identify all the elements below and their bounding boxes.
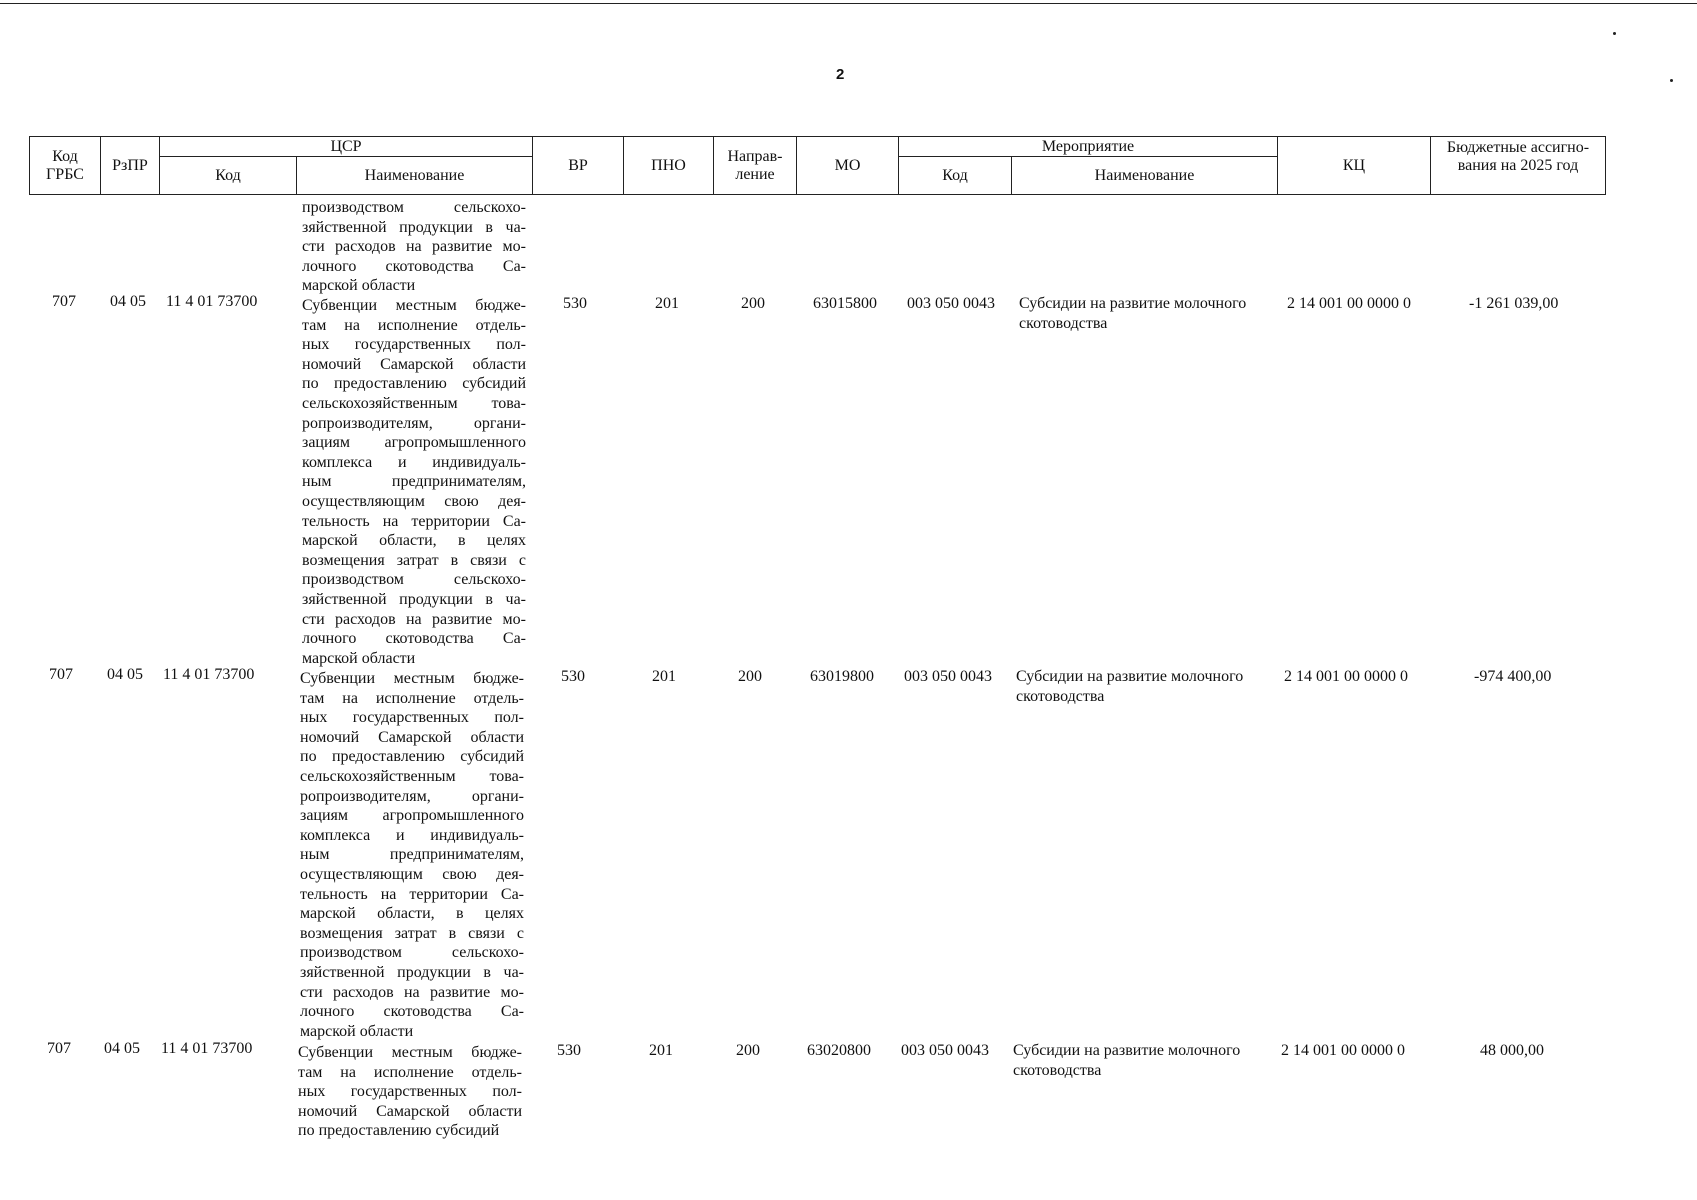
desc-line: марской области, в целях [300,905,524,923]
desc-line: там на исполнение отдель- [300,689,524,707]
desc-line: комплекса и индивидуаль- [302,453,526,471]
desc-line: Субвенции местным бюдже- [300,670,524,687]
cell-mer-name: Субсидии на развитие молочного скотоводства [1019,295,1247,332]
desc-line: осуществляющим свою дея- [300,865,524,883]
cell-csr-name [298,1043,522,1141]
desc-line: ных государственных пол- [298,1083,522,1101]
cell-mer-code: 003 050 0043 [904,668,992,685]
cell-vr: 530 [557,1042,581,1059]
cell-amount: -974 400,00 [1474,668,1552,685]
desc-line: марской области, в целях [302,532,526,550]
header-meropriyatie: Мероприятие [899,137,1278,157]
scan-speck [1670,79,1673,82]
cell-grbs: 707 [47,1040,71,1057]
continuation-line: зяйственной продукции в ча- [302,218,526,236]
desc-line: лочного скотоводства Са- [300,1003,524,1021]
continuation-line: сти расходов на развитие мо- [302,238,526,256]
desc-line: зяйственной продукции в ча- [302,590,526,608]
header-rzpr: РзПР [101,137,160,195]
cell-rzpr: 04 05 [110,293,146,310]
header-napravlenie: Направ-ление [714,137,797,195]
header-csr: ЦСР [160,137,533,157]
desc-line: ропроизводителям, органи- [302,414,526,432]
scan-speck [1613,32,1616,35]
cell-mo: 63020800 [807,1042,871,1059]
header-budget: Бюджетные ассигно-вания на 2025 год [1431,137,1606,195]
continuation-line: лочного скотоводства Са- [302,257,526,275]
top-rule [0,3,1697,4]
desc-line: по предоставлению субсидий [300,748,524,766]
header-kod-grbs: Код ГРБС [30,137,101,195]
desc-line: возмещения затрат в связи с [302,551,526,569]
desc-line: возмещения затрат в связи с [300,924,524,942]
cell-napravlenie: 200 [738,668,762,685]
desc-line: производством сельскохо- [300,944,524,962]
cell-amount: 48 000,00 [1480,1042,1544,1059]
continuation-line: марской области [302,277,416,295]
cell-mer-code: 003 050 0043 [901,1042,989,1059]
header-csr-kod: Код [160,157,297,195]
cell-pno: 201 [655,295,679,312]
desc-line: зациям агропромышленного [300,807,524,825]
desc-line: Субвенции местным бюдже- [302,297,526,314]
desc-line: сельскохозяйственным това- [300,767,524,785]
cell-kc: 2 14 001 00 0000 0 [1284,668,1408,685]
desc-line: по предоставлению субсидий [302,375,526,393]
desc-line: ным предпринимателям, [302,473,526,491]
cell-napravlenie: 200 [741,295,765,312]
desc-line: там на исполнение отдель- [302,316,526,334]
desc-line: ропроизводителям, органи- [300,787,524,805]
cell-kc: 2 14 001 00 0000 0 [1287,295,1411,312]
desc-line: комплекса и индивидуаль- [300,826,524,844]
desc-line: сти расходов на развитие мо- [302,610,526,628]
desc-line: ным предпринимателям, [300,846,524,864]
cell-mer-name: Субсидии на развитие молочного скотоводства [1016,668,1244,705]
header-csr-name: Наименование [297,157,533,195]
cell-mo: 63019800 [810,668,874,685]
cell-csr-code: 11 4 01 73700 [161,1040,253,1057]
continuation-text [302,198,526,296]
cell-pno: 201 [652,668,676,685]
page-number: 2 [836,66,845,83]
desc-line: тельность на территории Са- [302,512,526,530]
cell-pno: 201 [649,1042,673,1059]
cell-csr-code: 11 4 01 73700 [166,293,258,310]
cell-mer-code: 003 050 0043 [907,295,995,312]
desc-line: номочий Самарской области [302,355,526,373]
desc-line: ных государственных пол- [300,709,524,727]
desc-line: лочного скотоводства Са- [302,630,526,648]
header-mer-kod: Код [899,157,1012,195]
cell-rzpr: 04 05 [104,1040,140,1057]
desc-line: сельскохозяйственным това- [302,394,526,412]
cell-vr: 530 [563,295,587,312]
desc-line: марской области [302,649,416,667]
desc-line: зациям агропромышленного [302,434,526,452]
cell-csr-name [302,296,526,668]
header-vr: ВР [533,137,624,195]
cell-rzpr: 04 05 [107,666,143,683]
desc-line: марской области [300,1022,414,1040]
cell-vr: 530 [561,668,585,685]
desc-line: Субвенции местным бюдже- [298,1044,522,1061]
cell-napravlenie: 200 [736,1042,760,1059]
cell-kc: 2 14 001 00 0000 0 [1281,1042,1405,1059]
header-kc: КЦ [1278,137,1431,195]
desc-line: сти расходов на развитие мо- [300,983,524,1001]
desc-line: производством сельскохо- [302,571,526,589]
header-mer-name: Наименование [1012,157,1278,195]
desc-line: ных государственных пол- [302,336,526,354]
desc-line: тельность на территории Са- [300,885,524,903]
table-header [29,136,1606,195]
header-pno: ПНО [624,137,714,195]
desc-line: номочий Самарской области [300,728,524,746]
cell-grbs: 707 [52,293,76,310]
cell-grbs: 707 [49,666,73,683]
desc-line: по предоставлению субсидий [298,1122,500,1140]
desc-line: номочий Самарской области [298,1102,522,1120]
desc-line: осуществляющим свою дея- [302,492,526,510]
cell-amount: -1 261 039,00 [1469,295,1559,312]
desc-line: там на исполнение отдель- [298,1063,522,1081]
cell-csr-name [300,669,524,1041]
desc-line: зяйственной продукции в ча- [300,963,524,981]
continuation-line: производством сельскохо- [302,199,526,216]
cell-csr-code: 11 4 01 73700 [163,666,255,683]
cell-mo: 63015800 [813,295,877,312]
cell-mer-name: Субсидии на развитие молочного скотоводства [1013,1042,1241,1079]
header-mo: МО [797,137,899,195]
